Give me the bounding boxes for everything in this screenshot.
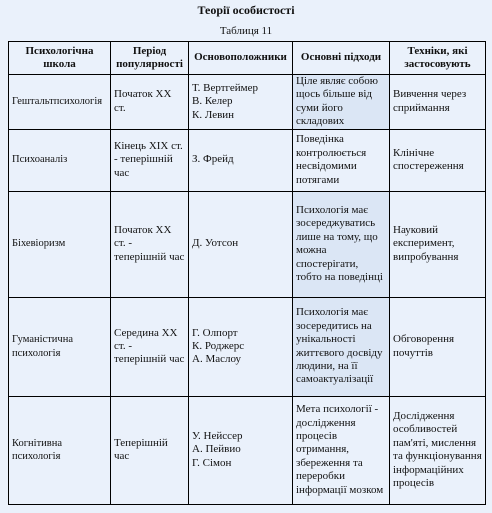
cell-period: Середина ХХ ст. - теперішній час xyxy=(111,297,189,396)
cell-period: Початок ХХ ст. - теперішній час xyxy=(111,191,189,297)
founder-name: З. Фрейд xyxy=(192,153,234,166)
table-row xyxy=(9,396,486,504)
cell-techniques: Вивчення через сприймання xyxy=(390,75,486,130)
cell-techniques: Науковий експеримент, випробування xyxy=(390,191,486,297)
founder-name: К. Левин xyxy=(192,108,235,121)
cell-techniques: Клінічне спостереження xyxy=(390,129,486,191)
cell-approach: Психологія має зосереджуватись лише на тому, що можна спостерігати, тобто на поведінці xyxy=(293,191,390,297)
cell-approach: Мета психології - дослідження процесів отримання, збереження та переробки інформації мозком xyxy=(293,396,390,504)
header-techniques: Техніки, які застосовують xyxy=(390,42,486,75)
cell-founders xyxy=(189,75,293,130)
founder-name: Г. Олпорт xyxy=(192,326,238,339)
cell-period: Теперішній час xyxy=(111,396,189,504)
cell-school: Гуманістична психологія xyxy=(9,297,111,396)
table-row xyxy=(9,191,486,297)
header-founders: Основоположники xyxy=(189,42,293,75)
cell-school: Когнітивна психологія xyxy=(9,396,111,504)
cell-school: Гештальтпсихологія xyxy=(9,75,111,130)
founder-name: В. Келер xyxy=(192,95,233,108)
founder-name: Т. Вертгеймер xyxy=(192,81,258,94)
table-header-row xyxy=(9,42,486,75)
cell-approach: Поведінка контролюється несвідомими потягами xyxy=(293,129,390,191)
cell-school: Біхевіоризм xyxy=(9,191,111,297)
founder-name: К. Роджерс xyxy=(192,339,245,352)
founder-name: А. Маслоу xyxy=(192,353,242,366)
cell-approach: Ціле являє собою щось більше від суми його складових xyxy=(293,75,390,130)
header-school: Психологічна школа xyxy=(9,42,111,75)
cell-period: Початок ХХ ст. xyxy=(111,75,189,130)
table-row xyxy=(9,75,486,130)
table-caption: Таблиця 11 xyxy=(219,25,273,37)
founder-name: А. Пейвио xyxy=(192,443,241,456)
founder-name: Д. Уотсон xyxy=(192,237,239,250)
personality-theories-table xyxy=(8,41,486,505)
cell-techniques: Дослідження особливостей пам'яті, мислення та функціонування інформаційних процесів xyxy=(390,396,486,504)
cell-founders xyxy=(189,129,293,191)
founder-name: У. Нейссер xyxy=(192,430,243,443)
table-row xyxy=(9,129,486,191)
table-row xyxy=(9,297,486,396)
cell-period: Кінець ХІХ ст. - теперішній час xyxy=(111,129,189,191)
header-approach: Основні підходи xyxy=(293,42,390,75)
cell-founders xyxy=(189,191,293,297)
header-period: Період популярності xyxy=(111,42,189,75)
cell-founders xyxy=(189,396,293,504)
document-title: Теорії особистості xyxy=(197,3,295,17)
cell-approach: Психологія має зосередитись на унікальності життєвого досвіду людини, на її самоактуалізації xyxy=(293,297,390,396)
founder-name: Г. Сімон xyxy=(192,456,232,469)
cell-school: Психоаналіз xyxy=(9,129,111,191)
cell-founders xyxy=(189,297,293,396)
cell-techniques: Обговорення почуттів xyxy=(390,297,486,396)
